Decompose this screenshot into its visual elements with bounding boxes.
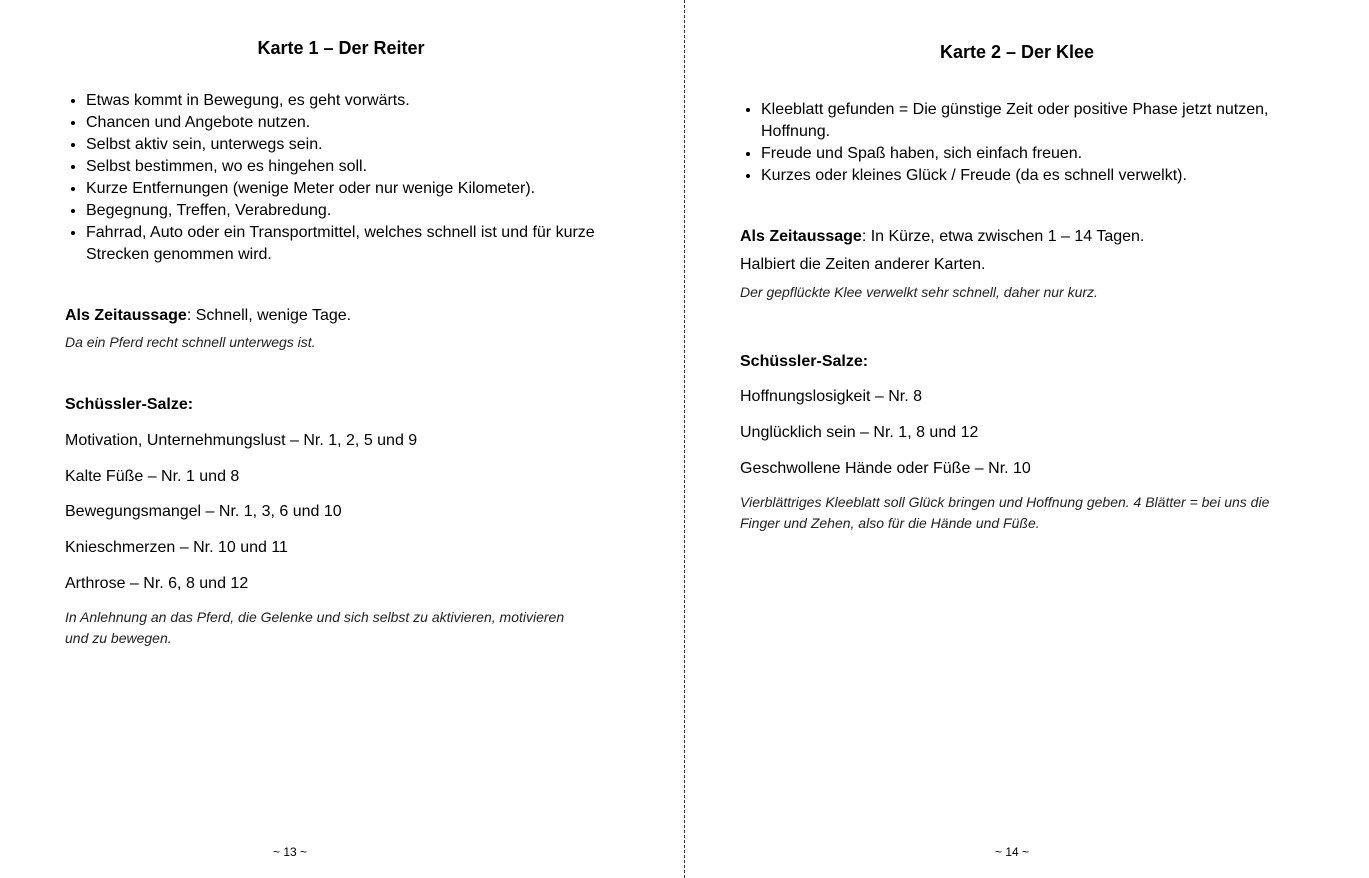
list-item: • Selbst aktiv sein, unterwegs sein. xyxy=(86,134,621,156)
salt-item: Unglücklich sein – Nr. 1, 8 und 12 xyxy=(740,424,979,441)
time-statement xyxy=(65,305,351,327)
page-13 xyxy=(65,0,625,878)
time-text: : In Kürze, etwa zwischen 1 – 14 Tagen. xyxy=(861,228,1145,245)
time-statement xyxy=(740,226,1144,248)
list-item: • Selbst bestimmen, wo es hingehen soll. xyxy=(86,156,621,178)
list-item: • Kleeblatt gefunden = Die günstige Zeit oder positive Phase jetzt nutzen, Hoffnung. xyxy=(761,99,1286,143)
list-item: • Chancen und Angebote nutzen. xyxy=(86,112,621,134)
list-item: • Etwas kommt in Bewegung, es geht vorwärts. xyxy=(86,90,621,112)
salts-heading: Schüssler-Salze: xyxy=(65,396,194,413)
time-label: Als Zeitaussage xyxy=(65,307,187,324)
time-note: Da ein Pferd recht schnell unterwegs ist. xyxy=(65,334,316,350)
salt-item: Hoffnungslosigkeit – Nr. 8 xyxy=(740,388,923,405)
page-fold-divider xyxy=(684,0,685,878)
salt-item: Motivation, Unternehmungslust – Nr. 1, 2, 5 und 9 xyxy=(65,432,418,449)
page-14 xyxy=(740,0,1300,878)
page-number: ~ 13 ~ xyxy=(272,845,308,859)
list-item: • Kurze Entfernungen (wenige Meter oder nur wenige Kilometer). xyxy=(86,178,621,200)
page-number: ~ 14 ~ xyxy=(994,845,1030,859)
salts-note: Vierblättriges Kleeblatt soll Glück bringen und Hoffnung geben. 4 Blätter = bei uns die Finger und Zehen, also für die Hände und Füße. xyxy=(740,494,1270,531)
time-text: : Schnell, wenige Tage. xyxy=(186,307,352,324)
card-title: Karte 2 – Der Klee xyxy=(939,42,1095,62)
card-title: Karte 1 – Der Reiter xyxy=(257,38,425,58)
salt-item: Arthrose – Nr. 6, 8 und 12 xyxy=(65,575,249,592)
time-label: Als Zeitaussage xyxy=(740,228,862,245)
salt-item: Geschwollene Hände oder Füße – Nr. 10 xyxy=(740,460,1031,477)
list-item: • Begegnung, Treffen, Verabredung. xyxy=(86,200,621,222)
list-item: • Freude und Spaß haben, sich einfach freuen. xyxy=(761,143,1286,165)
time-note: Der gepflückte Klee verwelkt sehr schnell, daher nur kurz. xyxy=(740,284,1098,300)
list-item: • Kurzes oder kleines Glück / Freude (da es schnell verwelkt). xyxy=(761,165,1286,187)
salt-item: Kalte Füße – Nr. 1 und 8 xyxy=(65,468,240,485)
time-extra: Halbiert die Zeiten anderer Karten. xyxy=(740,256,986,273)
list-item: • Fahrrad, Auto oder ein Transportmittel, welches schnell ist und für kurze Strecken genommen wird. xyxy=(86,222,621,266)
salt-item: Bewegungsmangel – Nr. 1, 3, 6 und 10 xyxy=(65,503,342,520)
salts-heading: Schüssler-Salze: xyxy=(740,353,869,370)
meaning-list xyxy=(740,99,1286,187)
meaning-list xyxy=(65,90,621,266)
salts-note: In Anlehnung an das Pferd, die Gelenke und sich selbst zu aktivieren, motivieren und zu bewegen. xyxy=(65,609,565,646)
salt-item: Knieschmerzen – Nr. 10 und 11 xyxy=(65,539,288,556)
